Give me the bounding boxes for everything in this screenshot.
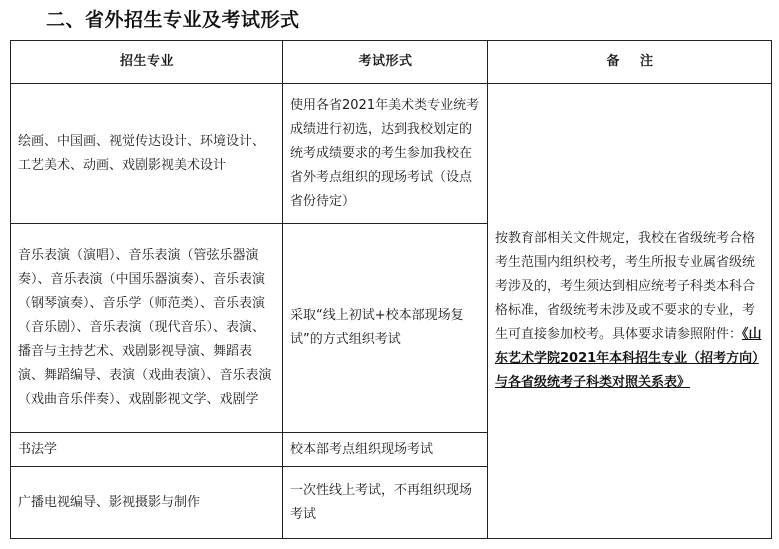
exam-cell: 校本部考点组织现场考试 (283, 433, 488, 467)
section-title: 二、省外招生专业及考试形式 (46, 9, 300, 31)
header-major: 招生专业 (11, 41, 283, 84)
major-cell: 音乐表演（演唱）、音乐表演（管弦乐器演奏）、音乐表演（中国乐器演奏）、音乐表演（钢琴演奏）、音乐学（师范类）、音乐表演（音乐剧）、音乐表演（现代音乐）、表演、播音与主持艺术、戏剧影视导演、舞蹈表演、舞蹈编导、表演（戏曲表演）、音乐表演（戏曲音乐伴奏）、戏剧影视文学、戏剧学 (11, 224, 283, 433)
table-row (11, 84, 772, 224)
header-notes: 备 注 (488, 41, 772, 84)
notes-text: 按教育部相关文件规定，我校在省级统考合格考生范围内组织校考，考生所报专业属省级统考涉及的，考生须达到相应统考子科类本科合格标准，省级统考未涉及或不要求的专业，考生可直接参加校考。具体要求请参照附件： (495, 231, 756, 342)
table-header-row (11, 41, 772, 84)
major-cell: 广播电视编导、影视摄影与制作 (11, 467, 283, 539)
admissions-table (10, 40, 772, 539)
notes-cell (488, 84, 772, 539)
exam-cell: 一次性线上考试，不再组织现场考试 (283, 467, 488, 539)
appendix-link[interactable]: 《山东艺术学院2021年本科招生专业（招考方向）与各省级统考子科类对照关系表》 (495, 327, 762, 390)
header-exam-format: 考试形式 (283, 41, 488, 84)
exam-cell: 采取“线上初试+校本部现场复试”的方式组织考试 (283, 224, 488, 433)
major-cell: 绘画、中国画、视觉传达设计、环境设计、工艺美术、动画、戏剧影视美术设计 (11, 84, 283, 224)
major-cell: 书法学 (11, 433, 283, 467)
exam-cell: 使用各省2021年美术类专业统考成绩进行初选，达到我校划定的统考成绩要求的考生参加我校在省外考点组织的现场考试（设点省份待定） (283, 84, 488, 224)
